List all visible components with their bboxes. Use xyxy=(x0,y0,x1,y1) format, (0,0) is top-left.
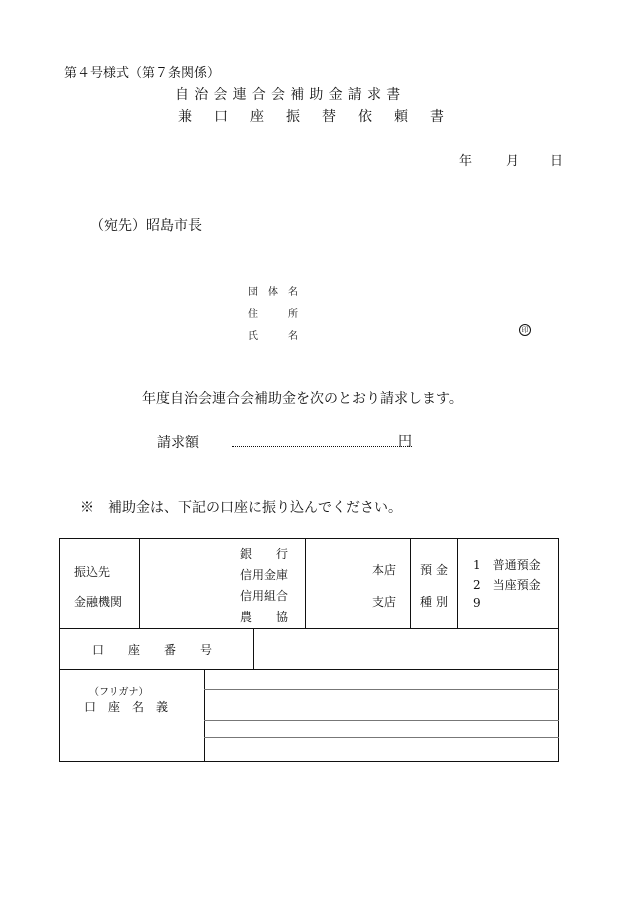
col-divider-1 xyxy=(139,538,140,628)
transfer-to-label: 振込先 xyxy=(74,565,111,579)
group-name-label: 団 体 名 xyxy=(248,287,298,298)
request-statement: 年度自治会連合会補助金を次のとおり請求します。 xyxy=(142,391,463,407)
address-label: 住 所 xyxy=(248,309,298,320)
deposit-option-checking[interactable]: 2 当座預金 xyxy=(473,578,541,592)
account-name-divider xyxy=(204,669,205,762)
account-number-divider xyxy=(253,628,254,669)
branch-type-branch[interactable]: 支店 xyxy=(372,595,397,609)
table-border-left xyxy=(59,538,60,762)
document-subtitle: 兼口座振替依頼書 xyxy=(178,109,466,125)
deposit-label: 預金 xyxy=(420,563,453,577)
row-divider-2 xyxy=(59,669,559,670)
col-divider-4 xyxy=(457,538,458,628)
account-number-label: 口 座 番 号 xyxy=(92,643,213,657)
institution-type-credit-union[interactable]: 信用組合 xyxy=(240,589,289,603)
row-divider-1 xyxy=(59,628,559,629)
transfer-note: ※ 補助金は、下記の口座に振り込んでください。 xyxy=(80,500,402,516)
addressee: （宛先）昭島市長 xyxy=(90,218,202,234)
name-label: 氏 名 xyxy=(248,331,298,342)
seal-mark: 印 xyxy=(519,324,531,336)
account-number-field[interactable] xyxy=(255,630,557,668)
document-title: 自治会連合会補助金請求書 xyxy=(175,87,406,103)
account-name-label: 口 座 名 義 xyxy=(84,700,169,714)
furigana-field[interactable] xyxy=(206,671,557,689)
institution-type-shinkin[interactable]: 信用金庫 xyxy=(240,568,289,582)
deposit-option-ordinary[interactable]: 1 普通預金 xyxy=(473,558,541,572)
furigana-label: （フリガナ） xyxy=(89,687,149,698)
col-divider-3 xyxy=(410,538,411,628)
date-day-label: 日 xyxy=(550,154,564,169)
furigana-line xyxy=(204,689,559,690)
branch-type-head-office[interactable]: 本店 xyxy=(372,563,397,577)
account-name-field[interactable] xyxy=(206,691,557,759)
amount-input-line[interactable] xyxy=(232,446,412,447)
date-year-label: 年 xyxy=(459,154,473,169)
deposit-type-label: 種別 xyxy=(420,595,453,609)
table-border-right xyxy=(558,538,559,762)
institution-type-bank[interactable]: 銀 行 xyxy=(240,547,289,561)
bank-account-table xyxy=(59,538,559,762)
yen-unit: 円 xyxy=(398,434,412,450)
institution-type-agri-coop[interactable]: 農 協 xyxy=(240,610,289,624)
table-border-top xyxy=(59,538,559,539)
deposit-option-other[interactable]: 9 xyxy=(473,596,481,610)
amount-label: 請求額 xyxy=(157,435,199,451)
form-code: 第４号様式（第７条関係） xyxy=(64,66,221,81)
table-border-bottom xyxy=(59,761,559,762)
col-divider-2 xyxy=(305,538,306,628)
financial-institution-label: 金融機関 xyxy=(74,595,123,609)
date-month-label: 月 xyxy=(506,154,520,169)
